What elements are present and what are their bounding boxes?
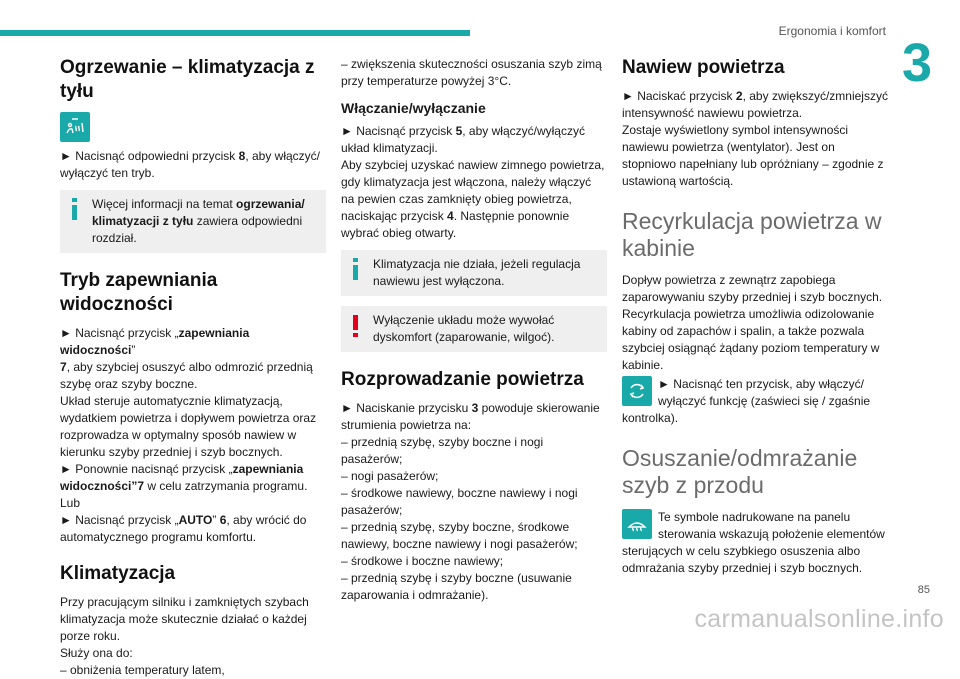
visibility-stop: ► Ponownie nacisnąć przycisk „zapewniania widoczności”7 w celu zatrzymania programu. bbox=[60, 462, 308, 493]
cold-air-tip: Aby szybciej uzyskać nawiew zimnego powietrza, gdy klimatyzacja jest włączona, należy włączyć na pewien czas zamknięty obieg powietrza, naciskając przycisk 4. Następnie ponownie wybrać obieg otwarty. bbox=[341, 158, 605, 240]
header-accent-bar bbox=[0, 30, 470, 36]
distribution-item: – nogi pasażerów; bbox=[341, 469, 439, 483]
column-middle bbox=[341, 56, 607, 604]
visibility-or: Lub bbox=[60, 496, 81, 510]
heading-recirculation: Recyrkulacja powietrza w kabinie bbox=[622, 208, 882, 261]
distribution-item: – przednią szybę i szyby boczne (usuwanie zaparowania i odmrażanie). bbox=[341, 571, 572, 602]
page-number: 85 bbox=[917, 584, 930, 596]
visibility-auto: ► Nacisnąć przycisk „AUTO” 6, aby wrócić do automatycznego programu komfortu. bbox=[60, 513, 307, 544]
section-title: Ergonomia i komfort bbox=[778, 24, 886, 38]
recirculation-instruction: ► Nacisnąć ten przycisk, aby włączyć/ wyłączyć funkcję (zaświeci się / zgaśnie kontrolka). bbox=[622, 377, 871, 425]
on-off-instruction: ► Nacisnąć przycisk 5, aby włączyć/wyłączyć układ klimatyzacji. bbox=[341, 124, 585, 155]
visibility-description: Układ steruje automatycznie klimatyzacją, wydatkiem powietrza i dopływem powietrza oraz rozprowadza w optymalny sposób nawiew w kierunku szyby przedniej i szyb bocznych. bbox=[60, 394, 317, 459]
chapter-number: 3 bbox=[901, 33, 932, 93]
defrost-description: Te symbole nadrukowane na panelu sterowania wskazują położenie elementów sterujących w celu szybkiego osuszenia albo odmrażania szyby przedniej i szyb bocznych. bbox=[622, 510, 885, 575]
heading-air-distribution: Rozprowadzanie powietrza bbox=[341, 369, 584, 390]
defrost-block bbox=[622, 509, 888, 577]
heading-visibility-mode: Tryb zapewniania widoczności bbox=[60, 270, 218, 315]
heading-air-conditioning: Klimatyzacja bbox=[60, 563, 176, 584]
distribution-item: – przednią szybę, szyby boczne i nogi pasażerów; bbox=[341, 435, 544, 466]
warning-note-ac: Wyłączenie układu może wywołać dyskomfort (zaparowanie, wilgoć). bbox=[341, 306, 607, 352]
info-note-ac: Klimatyzacja nie działa, jeżeli regulacja nawiewu jest wyłączona. bbox=[341, 250, 607, 296]
info-note-rear-climate: Więcej informacji na temat ogrzewania/ klimatyzacji z tyłu zawiera odpowiedni rozdział. bbox=[60, 190, 326, 253]
recirculation-description-2: Recyrkulacja powietrza umożliwia odizolowanie kabiny od zapachów i spalin, a także pozwala szybciej osiągnąć żądany poziom temperatury w kabinie. bbox=[622, 307, 880, 372]
windscreen-defrost-icon bbox=[622, 509, 652, 539]
ac-purpose-item: – obniżenia temperatury latem, bbox=[60, 663, 225, 677]
recirculation-block bbox=[622, 376, 888, 427]
air-flow-description: Zostaje wyświetlony symbol intensywności nawiewu powietrza (wentylator). Jest on stopniowo napełniany lub opróżniany – zgodnie z ustawioną wartością. bbox=[622, 123, 884, 188]
distribution-item: – środkowe nawiewy, boczne nawiewy i nogi pasażerów; bbox=[341, 486, 578, 517]
recirculation-description-1: Dopływ powietrza z zewnątrz zapobiega zaparowywaniu szyby przedniej i szyb bocznych. bbox=[622, 273, 883, 304]
heading-on-off: Włączanie/wyłączanie bbox=[341, 100, 486, 116]
ac-description: Przy pracującym silniku i zamkniętych szybach klimatyzacja może skutecznie działać o każdej porze roku. bbox=[60, 595, 309, 643]
info-icon bbox=[353, 258, 359, 280]
heading-rear-climate: Ogrzewanie – klimatyzacja z tyłu bbox=[60, 57, 315, 102]
distribution-item: – przednią szybę, szyby boczne, środkowe nawiewy, boczne nawiewy i nogi pasażerów; bbox=[341, 520, 578, 551]
column-right bbox=[622, 56, 888, 577]
heading-air-flow: Nawiew powietrza bbox=[622, 57, 785, 78]
info-icon bbox=[72, 198, 78, 220]
distribution-instruction: ► Naciskanie przycisku 3 powoduje skierowanie strumienia powietrza na: bbox=[341, 401, 600, 432]
visibility-instruction: ► Nacisnąć przycisk „zapewniania widoczności” 7, aby szybciej osuszyć albo odmrozić przednią szybę oraz szyby boczne. bbox=[60, 326, 313, 391]
watermark-text: carmanualsonline.info bbox=[694, 605, 944, 633]
air-flow-instruction: ► Naciskać przycisk 2, aby zwiększyć/zmniejszyć intensywność nawiewu powietrza. bbox=[622, 89, 888, 120]
column-left bbox=[60, 56, 326, 679]
recirculation-icon bbox=[622, 376, 652, 406]
rear-climate-icon bbox=[60, 112, 90, 142]
heading-defrost: Osuszanie/odmrażanie szyb z przodu bbox=[622, 445, 858, 498]
ac-purpose-item-2: – zwiększenia skuteczności osuszania szyb zimą przy temperaturze powyżej 3°C. bbox=[341, 57, 602, 88]
warning-icon bbox=[353, 315, 359, 337]
ac-purpose: Służy ona do: bbox=[60, 646, 133, 660]
distribution-item: – środkowe i boczne nawiewy; bbox=[341, 554, 504, 568]
rear-climate-instruction: ► Nacisnąć odpowiedni przycisk 8, aby włączyć/ wyłączyć ten tryb. bbox=[60, 149, 321, 180]
